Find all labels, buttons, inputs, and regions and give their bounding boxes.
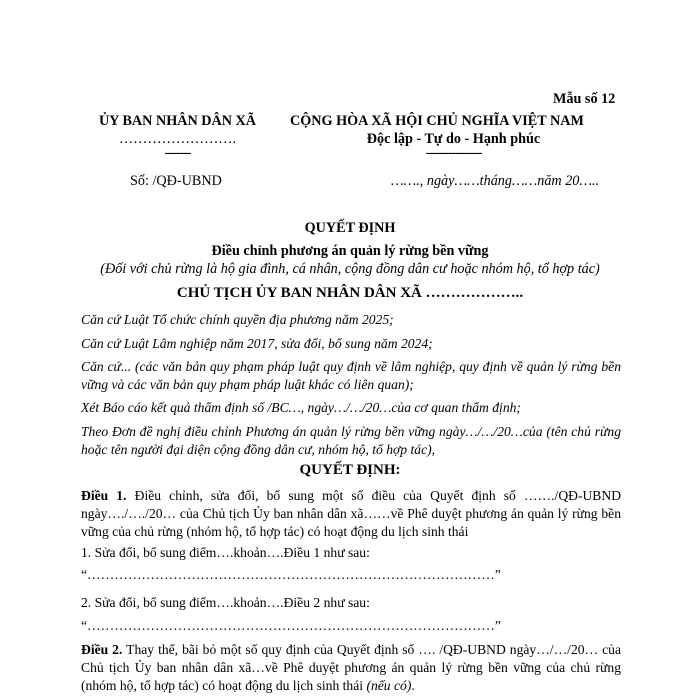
place-date: ……., ngày……tháng……năm 20….. [391, 173, 600, 189]
issuing-org-rule: ------- [164, 145, 191, 161]
article-1 [81, 487, 621, 541]
authority-title: CHỦ TỊCH ỦY BAN NHÂN DÂN XÃ ……………….. [176, 285, 524, 301]
article-1-label: Điều 1. [81, 488, 127, 503]
basis-2: Căn cứ Luật Lâm nghiệp năm 2017, sửa đổi, bổ sung năm 2024; [81, 336, 433, 351]
form-number: Mẫu số 12 [553, 91, 616, 107]
basis-1: Căn cứ Luật Tổ chức chính quyền địa phương năm 2025; [81, 312, 394, 327]
article-2-text: Thay thế, bãi bỏ một số quy định của Quyết định số …. /QĐ-UBND ngày…/…/20… của Chủ tịch Ủy ban nhân dân xã…về Phê duyệt phương án quản lý rừng bền vững của chủ rừng (nhóm hộ, tổ hợp tác) có hoạt động du lịch sinh thái [81, 642, 621, 693]
article-2-end: . [411, 678, 415, 693]
article-1-item-2: 2. Sửa đổi, bổ sung điểm….khoản….Điều 2 như sau: [81, 595, 370, 610]
basis-3: Căn cứ... (các văn bản quy phạm pháp luật quy định về lâm nghiệp, quy định về quản lý rừng bền vững và các văn bản quy phạm pháp luật khác có liên quan); [81, 359, 621, 392]
article-1-text: Điều chỉnh, sửa đổi, bổ sung một số điều của Quyết định số ……./QĐ-UBND ngày…./…./20… của Chủ tịch Ủy ban nhân dân xã……về Phê duyệt phương án quản lý rừng bền vững của chủ rừng (nhóm hộ, tổ hợp tác) có hoạt động du lịch sinh thái [81, 488, 622, 539]
decision-scope: (Đối với chủ rừng là hộ gia đình, cá nhân, cộng đồng dân cư hoặc nhóm hộ, tổ hợp tác) [100, 261, 600, 277]
article-1-item-2-dots: “………………………………………………………………………………” [81, 618, 501, 633]
decision-subject: Điều chỉnh phương án quản lý rừng bền vững [211, 243, 489, 259]
basis-5: Theo Đơn đề nghị điều chỉnh Phương án quản lý rừng bền vững ngày…/…/20…của (tên chủ rừng hoặc tên người đại diện cộng đồng dân cư, nhóm hộ, tổ hợp tác), [81, 424, 621, 457]
article-2-label: Điều 2. [81, 642, 123, 657]
national-motto: Độc lập - Tự do - Hạnh phúc [366, 131, 541, 147]
article-1-item-1-dots: “………………………………………………………………………………” [81, 567, 501, 582]
issuing-org-dots: ……………………. [118, 131, 237, 147]
issuing-org: ỦY BAN NHÂN DÂN XÃ [98, 113, 257, 129]
article-2-tail: (nếu có) [366, 678, 412, 693]
national-rule: --------------- [425, 145, 482, 161]
article-1-item-1: 1. Sửa đổi, bổ sung điểm….khoản….Điều 1 như sau: [81, 545, 370, 560]
basis-4: Xét Báo cáo kết quả thẩm định số /BC…, ngày…/…/20…của cơ quan thẩm định; [81, 400, 521, 415]
national-title: CỘNG HÒA XÃ HỘI CHỦ NGHĨA VIỆT NAM [290, 113, 584, 129]
article-2 [81, 641, 621, 695]
decision-heading: QUYẾT ĐỊNH: [299, 462, 401, 478]
decision-title: QUYẾT ĐỊNH [304, 220, 396, 236]
document-number: Số: /QĐ-UBND [130, 173, 222, 189]
